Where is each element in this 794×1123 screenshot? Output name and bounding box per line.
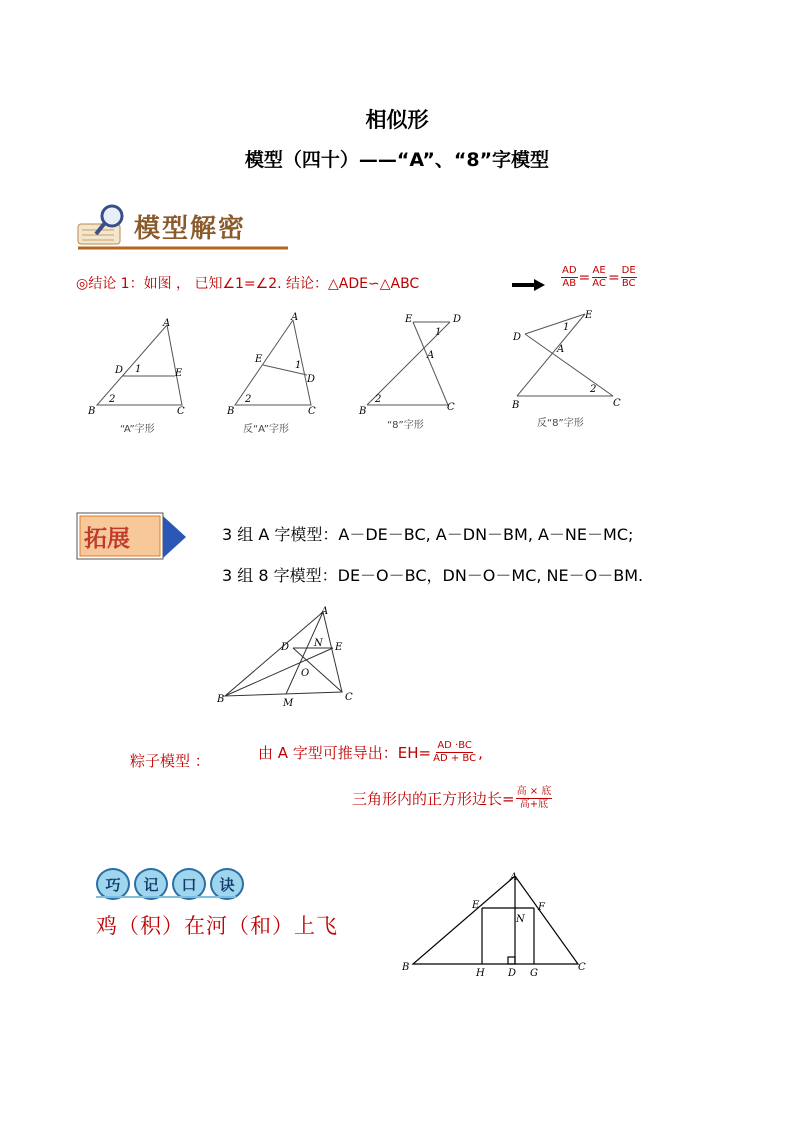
equals-sign: = xyxy=(578,269,591,286)
label-N: N xyxy=(314,638,323,649)
label-F: F xyxy=(538,902,545,913)
angle-1: 1 xyxy=(295,360,302,371)
figure-caption: 反“8”字形 xyxy=(537,418,584,429)
label-D: D xyxy=(307,374,316,385)
label-D: D xyxy=(281,642,290,653)
figure-caption: “A”字形 xyxy=(120,424,155,435)
mnemonic-char: 口 xyxy=(172,868,206,900)
label-B: B xyxy=(402,962,410,973)
angle-1: 1 xyxy=(563,322,570,333)
eh-fraction: $\frac{AD \cdot BC}{AD + BC}$ xyxy=(433,740,477,764)
equals-sign: = xyxy=(607,269,620,286)
label-A: A xyxy=(163,318,171,329)
arrow-right-icon xyxy=(512,278,546,292)
label-C: C xyxy=(345,692,353,703)
label-B: B xyxy=(359,406,367,417)
label-A: A xyxy=(510,872,518,883)
ratio-equation xyxy=(560,265,638,290)
extend-line-2: 3 组 8 字模型：DE－O－BC，DN－O－MC, NE－O－BM. xyxy=(222,566,644,585)
label-N: N xyxy=(516,914,525,925)
extend-badge-label: 拓展 xyxy=(84,526,130,552)
model-figures xyxy=(85,310,645,440)
zongzi-label: 粽子模型 ： xyxy=(130,752,210,770)
label-G: G xyxy=(530,968,538,979)
label-C: C xyxy=(447,402,455,413)
zongzi-text: 由 A 字型可推导出：EH= xyxy=(258,744,432,762)
inscribed-rectangle-figure xyxy=(398,866,598,981)
angle-2: 2 xyxy=(375,394,382,405)
page-title: 相似形 xyxy=(365,108,429,132)
label-A: A xyxy=(427,350,435,361)
label-C: C xyxy=(578,962,586,973)
figure-caption: 反“A”字形 xyxy=(243,424,289,435)
label-A: A xyxy=(321,606,329,617)
label-E: E xyxy=(255,354,263,365)
label-E: E xyxy=(175,368,183,379)
angle-2: 2 xyxy=(109,394,116,405)
mnemonic-char: 巧 xyxy=(96,868,130,900)
label-B: B xyxy=(227,406,235,417)
label-C: C xyxy=(613,398,621,409)
label-B: B xyxy=(88,406,96,417)
cevian-triangle-figure xyxy=(215,606,375,716)
extend-line-1: 3 组 A 字模型：A－DE－BC, A－DN－BM, A－NE－MC; xyxy=(222,525,634,544)
label-M: M xyxy=(283,698,294,709)
label-D: D xyxy=(453,314,462,325)
mnemonic-char: 记 xyxy=(134,868,168,900)
label-O: O xyxy=(301,668,310,679)
label-H: H xyxy=(476,968,485,979)
label-E: E xyxy=(405,314,413,325)
ratio-de-bc: $\frac{DE}{BC}$ xyxy=(621,265,636,289)
mnemonic-char: 诀 xyxy=(210,868,244,900)
label-B: B xyxy=(217,694,225,705)
label-D: D xyxy=(115,365,124,376)
label-B: B xyxy=(512,400,520,411)
extend-badge xyxy=(76,512,188,562)
square-text: 三角形内的正方形边长= xyxy=(352,790,515,808)
page-subtitle: 模型（四十）——“A”、“8”字模型 xyxy=(244,149,550,171)
mnemonic-text: 鸡（积）在河（和）上飞 xyxy=(96,914,338,938)
angle-2: 2 xyxy=(590,384,597,395)
mnemonic-underline xyxy=(96,896,236,898)
label-E: E xyxy=(335,642,343,653)
label-A: A xyxy=(557,344,565,355)
square-fraction: $\frac{\text{高 × 底}}{\text{高+底}}$ xyxy=(516,786,552,810)
label-C: C xyxy=(177,406,185,417)
section-badge xyxy=(74,200,289,252)
figure-caption: “8”字形 xyxy=(387,420,424,431)
label-E: E xyxy=(472,900,480,911)
section-badge-label: 模型解密 xyxy=(134,214,247,244)
angle-1: 1 xyxy=(435,327,442,338)
label-A: A xyxy=(291,312,299,323)
label-C: C xyxy=(308,406,316,417)
label-E: E xyxy=(585,310,593,321)
square-formula xyxy=(352,786,553,811)
angle-1: 1 xyxy=(135,364,142,375)
angle-2: 2 xyxy=(245,394,252,405)
conclusion-text: ◎结论 1：如图 ， 已知∠1=∠2. 结论：△ADE∽△ABC xyxy=(76,276,420,292)
label-D: D xyxy=(508,968,517,979)
zongzi-tail: , xyxy=(478,743,483,762)
ratio-ae-ac: $\frac{AE}{AC}$ xyxy=(592,265,606,289)
label-D: D xyxy=(513,332,522,343)
ratio-ad-ab: $\frac{AD}{AB}$ xyxy=(562,265,577,289)
zongzi-formula xyxy=(258,740,483,765)
